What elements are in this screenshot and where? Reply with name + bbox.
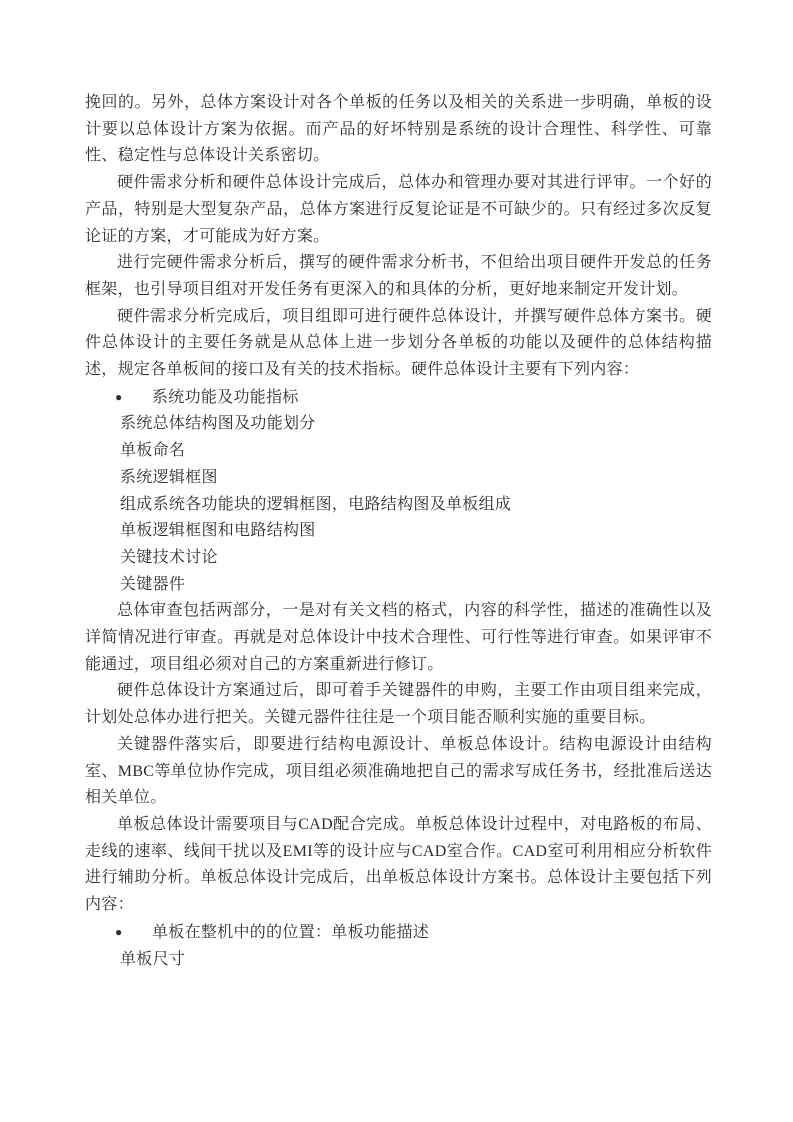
outline-item: 关键技术讨论 [120,548,218,566]
paragraph: 硬件需求分析和硬件总体设计完成后，总体办和管理办要对其进行评审。一个好的产品，特别是大型复杂产品，总体方案进行反复论证是不可缺少的。只有经过多次反复论证的方案，才可能成为好方案。 [85,174,712,245]
outline-item: 组成系统各功能块的逻辑框图，电路结构图及单板组成 [120,495,512,513]
paragraph: 总体审查包括两部分，一是对有关文档的格式，内容的科学性，描述的准确性以及详简情况进行审查。再就是对总体设计中技术合理性、可行性等进行审查。如果评审不能通过，项目组必须对自己的方案重新进行修订。 [85,602,712,673]
paragraph: 进行完硬件需求分析后，撰写的硬件需求分析书，不但给出项目硬件开发总的任务框架，也引导项目组对开发任务有更深入的和具体的分析，更好地来制定开发计划。 [85,254,712,298]
outline-item: 单板尺寸 [120,950,186,968]
outline-item: 系统逻辑框图 [120,468,218,486]
bullet-icon: ● [115,389,123,404]
outline-item: 关键器件 [120,575,186,593]
paragraph: 挽回的。另外，总体方案设计对各个单板的任务以及相关的关系进一步明确，单板的设计要以总体设计方案为依据。而产品的好坏特别是系统的设计合理性、科学性、可靠性、稳定性与总体设计关系密切。 [85,94,712,165]
paragraph: 硬件需求分析完成后，项目组即可进行硬件总体设计，并撰写硬件总体方案书。硬件总体设计的主要任务就是从总体上进一步划分各单板的功能以及硬件的总体结构描述，规定各单板间的接口及有关的技术指标。硬件总体设计主要有下列内容： [85,307,712,379]
paragraph: 硬件总体设计方案通过后，即可着手关键器件的申购，主要工作由项目组来完成，计划处总体办进行把关。关键元器件往往是一个项目能否顺利实施的重要目标。 [85,682,712,727]
bullet-item-label: 系统功能及功能指标 [152,388,299,406]
bullet-item [85,919,712,947]
bullet-item-label: 单板在整机中的的位置：单板功能描述 [152,923,430,941]
bullet-item [85,384,712,412]
outline-item: 单板命名 [120,442,186,460]
outline-item: 单板逻辑框图和电路结构图 [120,522,316,540]
outline-item: 系统总体结构图及功能划分 [120,415,316,433]
paragraph: 单板总体设计需要项目与CAD配合完成。单板总体设计过程中，对电路板的布局、走线的速率、线间干扰以及EMI等的设计应与CAD室合作。CAD室可利用相应分析软件进行辅助分析。单板总体设计完成后，出单板总体设计方案书。总体设计主要包括下列内容： [85,815,712,914]
document-text-block [85,90,712,973]
paragraph: 关键器件落实后，即要进行结构电源设计、单板总体设计。结构电源设计由结构室、MBC等单位协作完成，项目组必须准确地把自己的需求写成任务书，经批准后送达相关单位。 [85,735,712,807]
bullet-icon: ● [115,924,123,939]
